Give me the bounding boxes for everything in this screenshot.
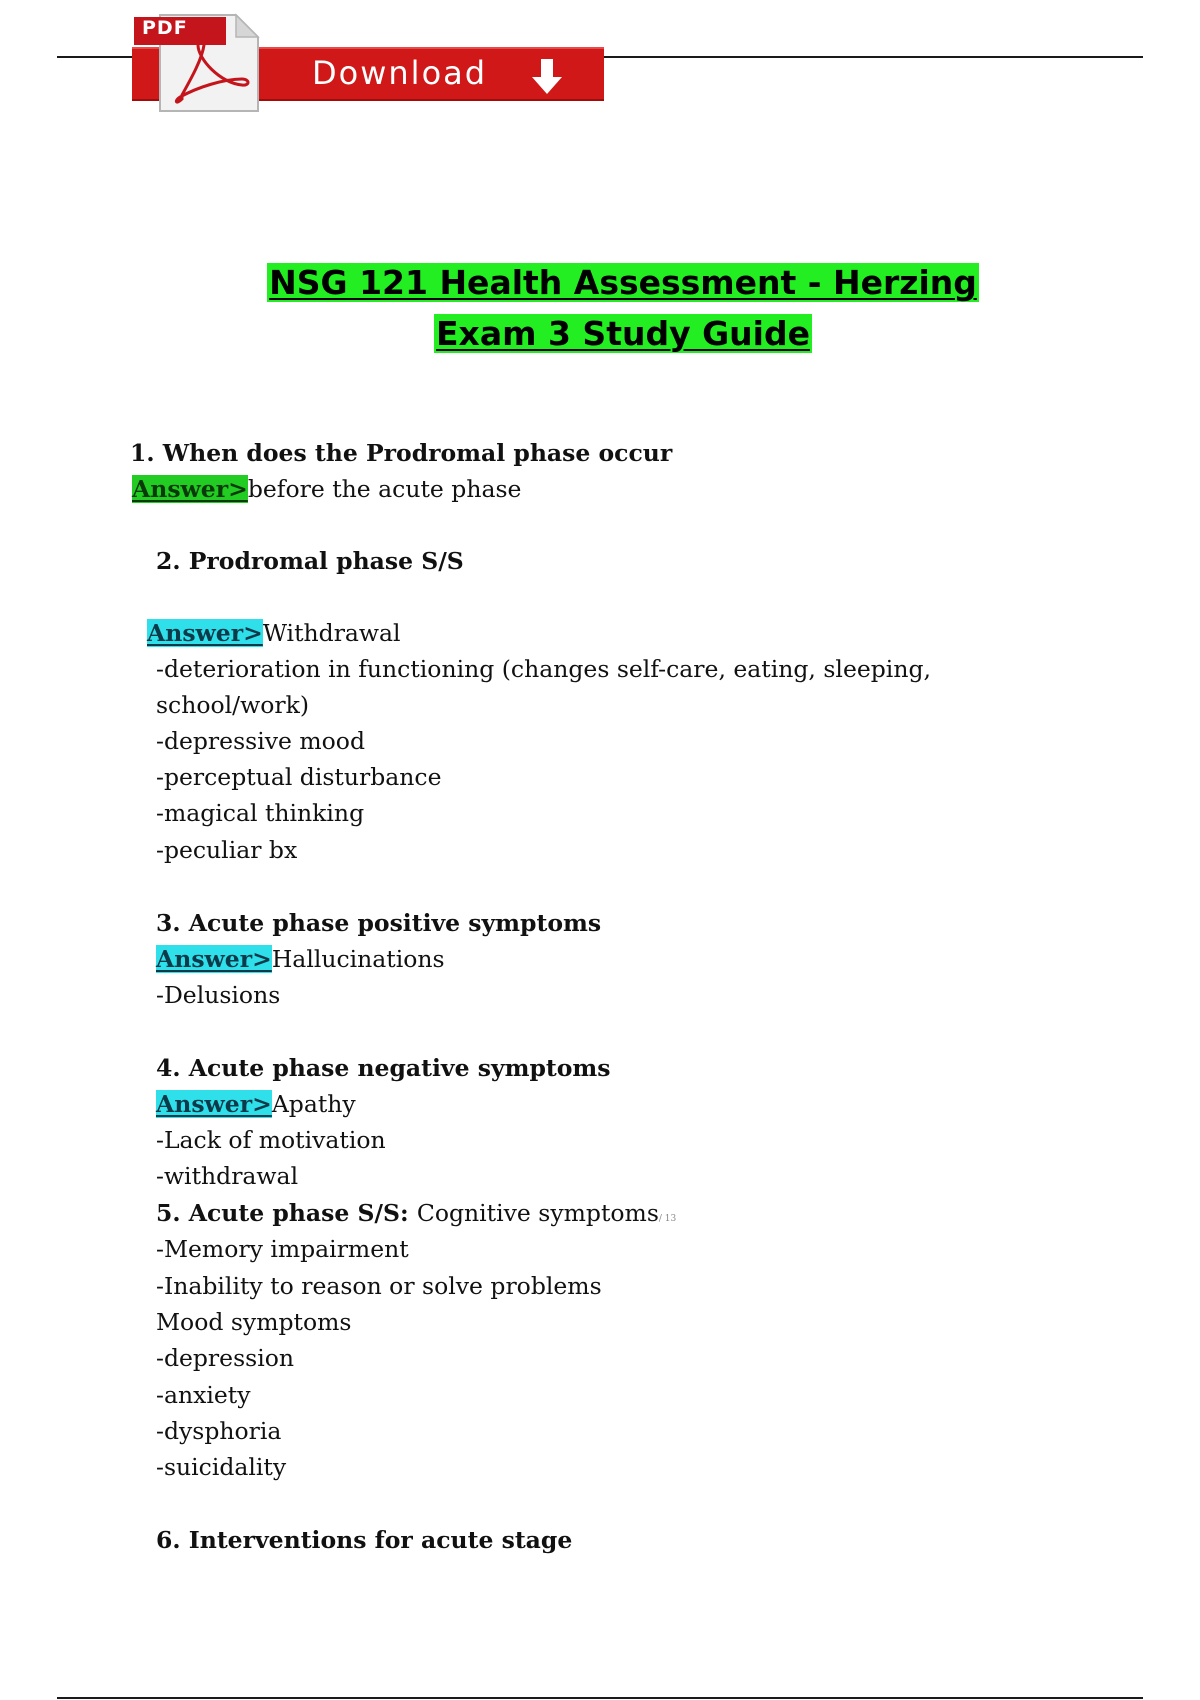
title-line-2-text: Exam 3 Study Guide (436, 314, 810, 353)
detail-line: -Inability to reason or solve problems (156, 1272, 602, 1300)
detail-line: -deterioration in functioning (changes self-care, eating, sleeping, (156, 655, 931, 683)
question-1 (130, 437, 672, 469)
question-4 (156, 1052, 611, 1084)
answer-text: before the acute phase (247, 475, 522, 503)
question-number: 3. (156, 909, 181, 937)
answer-2 (147, 617, 401, 649)
detail-line: -peculiar bx (156, 836, 298, 864)
answer-label: Answer> (132, 475, 248, 503)
question-2 (156, 545, 464, 577)
question-text: Acute phase positive symptoms (188, 909, 602, 937)
detail-line: -depression (156, 1344, 294, 1372)
answer-label: Answer> (156, 945, 272, 973)
pdf-label: PDF (142, 17, 188, 39)
detail-line: -perceptual disturbance (156, 763, 442, 791)
question-text: Acute phase negative symptoms (188, 1054, 611, 1082)
answer-text: Hallucinations (271, 945, 445, 973)
answer-label: Answer> (147, 619, 263, 647)
detail-line: -Delusions (156, 981, 281, 1009)
detail-line: -dysphoria (156, 1417, 282, 1445)
title-line-1-text: NSG 121 Health Assessment - Herzing (269, 263, 977, 302)
question-text: When does the Prodromal phase occur (162, 439, 673, 467)
question-number: 1. (130, 439, 155, 467)
answer-3 (156, 943, 445, 975)
question-number: 4. (156, 1054, 181, 1082)
detail-line: Mood symptoms (156, 1308, 352, 1336)
detail-line: -Memory impairment (156, 1235, 409, 1263)
answer-text: Withdrawal (262, 619, 401, 647)
question-text: Interventions for acute stage (188, 1526, 573, 1554)
bottom-rule (57, 1697, 1143, 1699)
question-text: Prodromal phase S/S (188, 547, 464, 575)
question-text: Acute phase S/S: (188, 1199, 409, 1227)
page-footnote: / 13 (658, 1214, 677, 1224)
question-subtext: Cognitive symptoms (416, 1199, 659, 1227)
answer-4 (156, 1088, 356, 1120)
detail-line: -Lack of motivation (156, 1126, 386, 1154)
question-5 (156, 1197, 676, 1235)
question-number: 6. (156, 1526, 181, 1554)
detail-line: school/work) (156, 691, 309, 719)
answer-text: Apathy (271, 1090, 356, 1118)
detail-line: -magical thinking (156, 799, 365, 827)
answer-1 (132, 473, 521, 505)
detail-line: -depressive mood (156, 727, 365, 755)
question-6 (156, 1524, 572, 1556)
question-number: 2. (156, 547, 181, 575)
detail-line: -suicidality (156, 1453, 287, 1481)
detail-line: -anxiety (156, 1381, 251, 1409)
question-3 (156, 907, 601, 939)
question-number: 5. (156, 1199, 181, 1227)
download-label[interactable]: Download (312, 54, 488, 92)
detail-line: -withdrawal (156, 1162, 299, 1190)
answer-label: Answer> (156, 1090, 272, 1118)
